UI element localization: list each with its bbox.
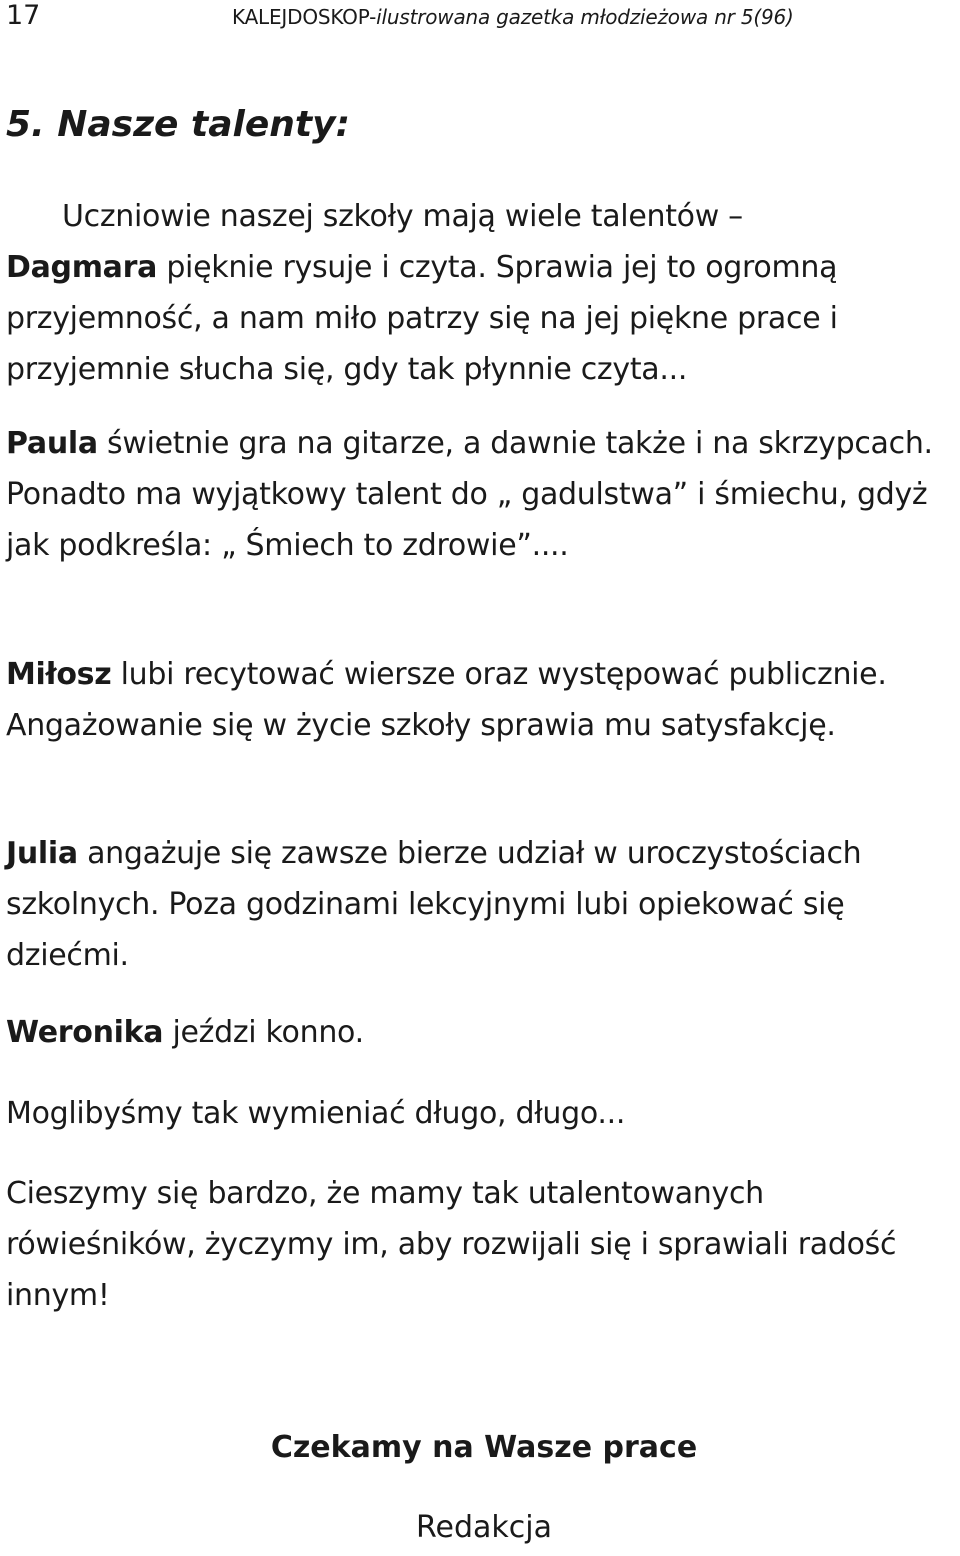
section-title: 5. Nasze talenty: [6,104,350,145]
talent-text-julia: angażuje się zawsze bierze udział w uroczystościach szkolnych. Poza godzinami lekcyjnymi lubi opiekować się dziećmi. [6,836,862,973]
paragraph-paula [6,418,956,571]
publication-name: KALEJDOSKOP- [232,5,377,29]
paragraph-weronika [6,1007,956,1058]
signature: Redakcja [416,1510,552,1545]
closing-paragraph-2: Cieszymy się bardzo, że mamy tak utalentowanych rówieśników, życzymy im, aby rozwijali się i sprawiali radość innym! [6,1176,897,1313]
call-to-action: Czekamy na Wasze prace [270,1430,698,1465]
talent-name-weronika: Weronika [6,1015,164,1050]
talent-text-milosz: lubi recytować wiersze oraz występować publicznie. Angażowanie się w życie szkoły sprawia mu satysfakcję. [6,657,887,743]
page-number: 17 [6,0,41,31]
talent-name-milosz: Miłosz [6,657,112,692]
publication-title [232,5,794,29]
intro-text: Uczniowie naszej szkoły mają wiele talentów – [62,199,743,234]
paragraph-julia [6,828,956,981]
talent-text-paula: świetnie gra na gitarze, a dawnie także i na skrzypcach. Ponadto ma wyjątkowy talent do „ gadulstwa” i śmiechu, gdyż jak podkreśla: „ Śmiech to zdrowie”.... [6,426,933,563]
publication-subtitle: ilustrowana gazetka młodzieżowa nr 5(96) [376,5,794,29]
page-header [0,0,960,40]
talent-text-weronika: jeździ konno. [163,1015,364,1050]
intro-paragraph [6,191,956,395]
closing-paragraph-1: Moglibyśmy tak wymieniać długo, długo... [6,1096,626,1131]
talent-name-julia: Julia [6,836,78,871]
talent-name-paula: Paula [6,426,98,461]
talent-name-dagmara: Dagmara [6,250,158,285]
paragraph-milosz [6,649,956,751]
talent-text-dagmara: pięknie rysuje i czyta. Sprawia jej to ogromną przyjemność, a nam miło patrzy się na jej piękne prace i przyjemnie słucha się, gdy tak płynnie czyta... [6,250,838,387]
